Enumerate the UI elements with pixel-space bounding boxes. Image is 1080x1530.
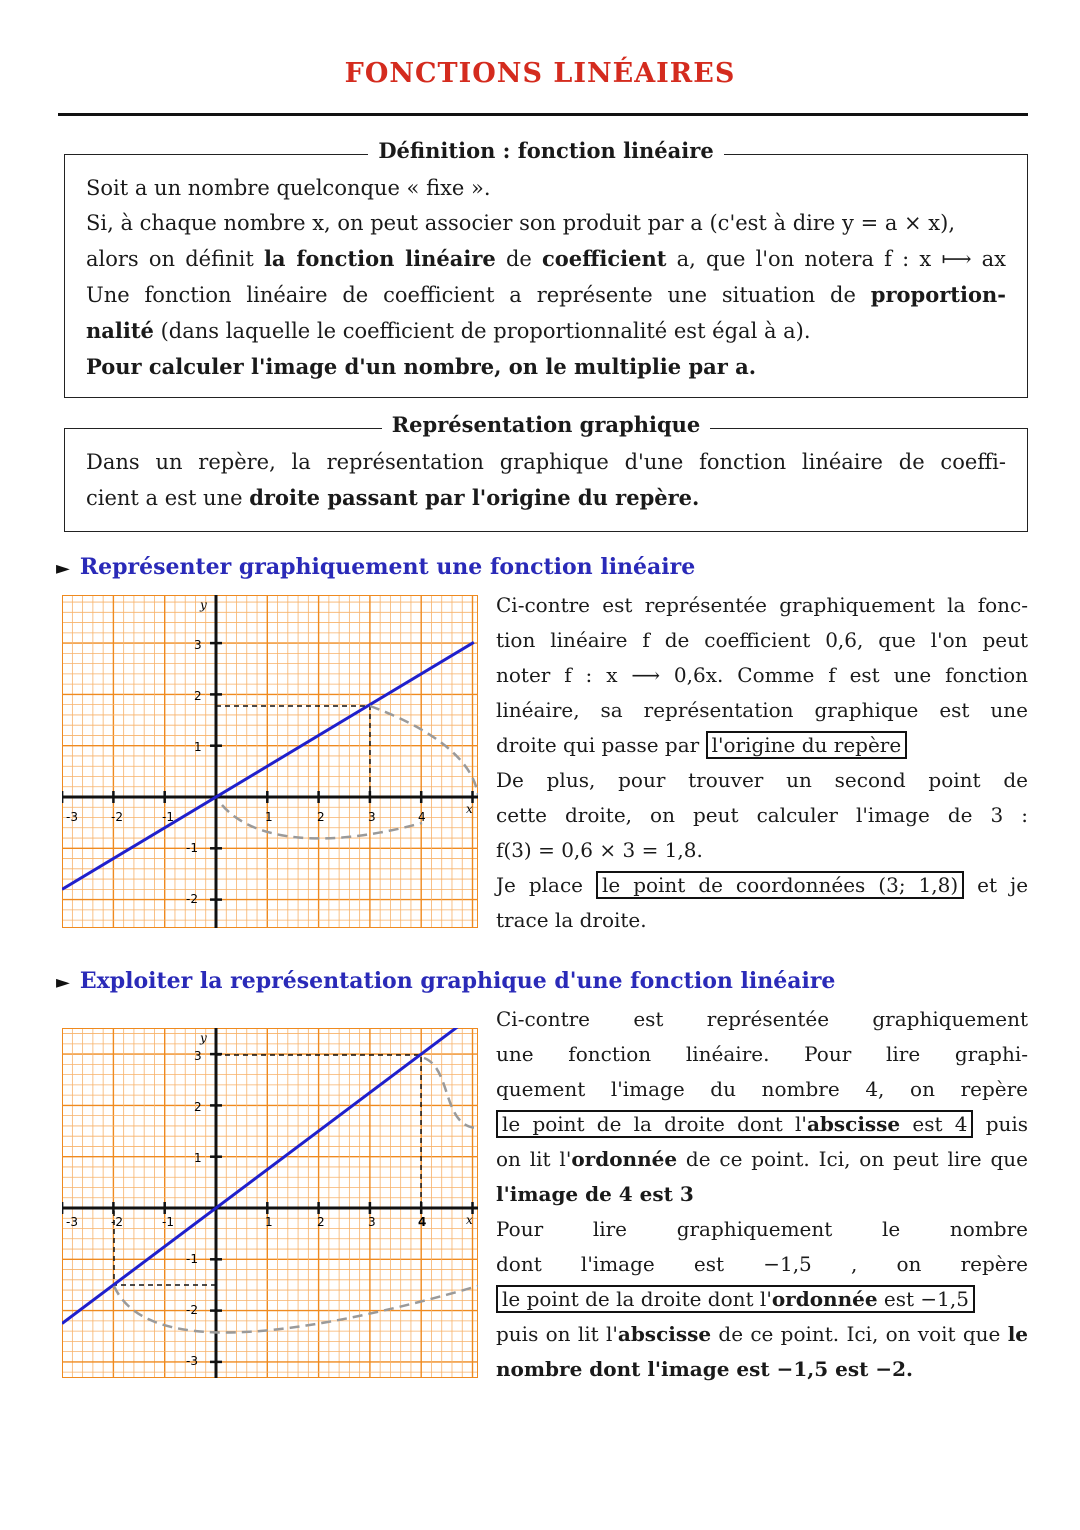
graph-2-curved-arrow-top bbox=[424, 1058, 478, 1128]
section-2-line-1: Ci-contre est représentée graphiquement bbox=[496, 1007, 1028, 1031]
ordinate-callout-b: est −1,5 bbox=[883, 1287, 969, 1311]
graph-1-y-axis-label: y bbox=[200, 598, 207, 612]
graph-1-y-tick-label: 2 bbox=[194, 689, 202, 703]
definition-heading: Définition : fonction linéaire bbox=[368, 138, 723, 163]
definition-body bbox=[86, 171, 1006, 385]
graph-2-y-tick-label: -3 bbox=[186, 1354, 198, 1368]
section-1-line-9-b: et je bbox=[977, 873, 1029, 897]
section-2-line-5-b: de ce point. Ici, on peut lire que bbox=[685, 1147, 1028, 1171]
graph-2-y-tick-label: -1 bbox=[186, 1252, 198, 1266]
graph-2-curved-arrow-bottom bbox=[114, 1286, 478, 1333]
graph-2-x-tick-label: -2 bbox=[111, 1215, 123, 1229]
grid-border bbox=[63, 1029, 478, 1378]
section-2-line-8: dont l'image est −1,5 , on repère bbox=[496, 1252, 1028, 1276]
definition-line-4-a: Une fonction linéaire de coefficient a représente une situation de bbox=[86, 283, 856, 307]
section-2-line-10-c: le bbox=[1007, 1322, 1029, 1346]
title-rule bbox=[58, 113, 1028, 116]
page-title: FONCTIONS LINÉAIRES bbox=[344, 58, 736, 89]
definition-line-3-c: a, que l'on notera f : x ⟼ ax bbox=[676, 247, 1006, 271]
graph-1-y-tick-label: 3 bbox=[194, 638, 202, 652]
representation-heading-wrap bbox=[65, 412, 1027, 437]
definition-line-3 bbox=[86, 241, 1006, 277]
abscissa-callout-b: est 4 bbox=[912, 1112, 968, 1136]
definition-line-4 bbox=[86, 277, 1006, 313]
section-1-line-7: cette droite, on peut calculer l'image de 3 : bbox=[496, 803, 1028, 827]
graph-2-y-tick-label: 2 bbox=[194, 1100, 202, 1114]
ordinate-term: ordonnée bbox=[571, 1147, 678, 1171]
origin-callout: l'origine du repère bbox=[706, 731, 908, 759]
definition-line-1: Soit a un nombre quelconque « fixe ». bbox=[86, 176, 491, 200]
triangle-bullet-icon: ► bbox=[56, 558, 70, 579]
section-1-line-9-a: Je place bbox=[496, 873, 583, 897]
section-1-line-4: linéaire, sa représentation graphique est une bbox=[496, 698, 1028, 722]
section-2-line-11 bbox=[496, 1352, 1028, 1387]
representation-box bbox=[64, 412, 1028, 532]
graph-1-x-tick-label: 3 bbox=[368, 810, 376, 824]
section-2-line-4-b: puis bbox=[985, 1112, 1029, 1136]
definition-line-5 bbox=[86, 313, 1006, 349]
representation-line-1: Dans un repère, la représentation graphique d'une fonction linéaire de coeffi- bbox=[86, 450, 1006, 474]
graph-2-x-tick-label: -1 bbox=[162, 1215, 174, 1229]
graph-1-x-axis-label: x bbox=[466, 802, 473, 816]
ordinate-callout bbox=[496, 1285, 975, 1313]
graph-2-x-tick-label: 1 bbox=[265, 1215, 273, 1229]
section-1-heading-row bbox=[56, 554, 695, 580]
triangle-bullet-icon: ► bbox=[56, 972, 70, 993]
section-2-line-7: Pour lire graphiquement le nombre bbox=[496, 1217, 1028, 1241]
representation-line-2 bbox=[86, 480, 1006, 516]
abscissa-term-2: abscisse bbox=[617, 1322, 712, 1346]
section-1-line-3: noter f : x ⟶ 0,6x. Comme f est une fonction bbox=[496, 663, 1028, 687]
graph-1 bbox=[62, 595, 478, 928]
section-1-line-6: De plus, pour trouver un second point de bbox=[496, 768, 1028, 792]
grid-border bbox=[63, 596, 478, 928]
graph-2-y-axis-label: y bbox=[200, 1031, 207, 1045]
ordinate-callout-a: le point de la droite dont l' bbox=[502, 1287, 772, 1311]
abscissa-callout bbox=[496, 1110, 973, 1138]
section-1-heading: Représenter graphiquement une fonction linéaire bbox=[79, 554, 696, 580]
section-2-text bbox=[496, 1002, 1028, 1387]
section-2-line-5 bbox=[496, 1142, 1028, 1177]
section-2-heading-row bbox=[56, 968, 835, 994]
graph-2-grid bbox=[62, 1028, 478, 1378]
definition-line-3-b: de bbox=[505, 247, 532, 271]
preimage-result: nombre dont l'image est −1,5 est −2. bbox=[496, 1357, 913, 1381]
graph-2-x-tick-label: 2 bbox=[317, 1215, 325, 1229]
section-1-line-9 bbox=[496, 868, 1028, 903]
definition-box bbox=[64, 138, 1028, 398]
section-1-line-2: tion linéaire f de coefficient 0,6, que l'on peut bbox=[496, 628, 1028, 652]
definition-line-6 bbox=[86, 349, 1006, 385]
section-1-line-8: f(3) = 0,6 × 3 = 1,8. bbox=[496, 838, 703, 862]
graph-1-y-tick-label: -1 bbox=[186, 841, 198, 855]
graph-2-y-tick-label: 1 bbox=[194, 1151, 202, 1165]
abscissa-term: abscisse bbox=[806, 1112, 901, 1136]
section-2-line-10-b: de ce point. Ici, on voit que bbox=[718, 1322, 1001, 1346]
section-1-line-10: trace la droite. bbox=[496, 908, 647, 932]
graph-2 bbox=[62, 1028, 478, 1378]
definition-heading-wrap bbox=[65, 138, 1027, 163]
section-1-line-5 bbox=[496, 728, 1028, 763]
definition-term-linear-function: la fonction linéaire bbox=[263, 246, 496, 271]
section-2-line-4 bbox=[496, 1107, 1028, 1142]
definition-line-2: Si, à chaque nombre x, on peut associer son produit par a (c'est à dire y = a × x), bbox=[86, 211, 956, 235]
section-2-line-6 bbox=[496, 1177, 1028, 1212]
representation-key-fact: droite passant par l'origine du repère. bbox=[249, 485, 700, 510]
abscissa-callout-a: le point de la droite dont l' bbox=[502, 1112, 807, 1136]
graph-2-x-tick-label: -3 bbox=[66, 1215, 78, 1229]
graph-2-x-axis-label: x bbox=[466, 1213, 473, 1227]
section-1-line-1: Ci-contre est représentée graphiquement la fonc- bbox=[496, 593, 1028, 617]
image-of-4-result: l'image de 4 est 3 bbox=[496, 1182, 694, 1206]
graph-1-grid bbox=[62, 595, 478, 928]
section-1-line-5-a: droite qui passe par bbox=[496, 733, 700, 757]
definition-term-nalite: nalité bbox=[86, 318, 154, 343]
definition-rule: Pour calculer l'image d'un nombre, on le multiplie par a. bbox=[86, 354, 757, 379]
section-2-line-9 bbox=[496, 1282, 1028, 1317]
section-2-line-5-a: on lit l' bbox=[496, 1147, 572, 1171]
section-2-line-10 bbox=[496, 1317, 1028, 1352]
definition-term-coefficient: coefficient bbox=[542, 246, 667, 271]
section-2-heading: Exploiter la représentation graphique d'une fonction linéaire bbox=[79, 968, 836, 994]
graph-1-y-tick-label: 1 bbox=[194, 740, 202, 754]
ordinate-callout-term: ordonnée bbox=[771, 1287, 878, 1311]
point-callout: le point de coordonnées (3; 1,8) bbox=[596, 871, 964, 899]
graph-1-curved-arrow bbox=[370, 706, 478, 795]
section-1-text bbox=[496, 588, 1028, 938]
definition-line-3-a: alors on définit bbox=[86, 247, 254, 271]
graph-1-x-tick-label: 1 bbox=[265, 810, 273, 824]
graph-2-x-tick-label: 4 bbox=[418, 1215, 427, 1229]
representation-body bbox=[86, 445, 1006, 516]
section-2-line-10-a: puis on lit l' bbox=[496, 1322, 618, 1346]
graph-1-x-tick-label: -2 bbox=[111, 810, 123, 824]
section-2-line-2: une fonction linéaire. Pour lire graphi- bbox=[496, 1042, 1028, 1066]
representation-line-2-a: cient a est une bbox=[86, 486, 243, 510]
graph-2-y-tick-label: -2 bbox=[186, 1303, 198, 1317]
graph-1-x-tick-label: 4 bbox=[418, 810, 426, 824]
graph-1-y-tick-label: -2 bbox=[186, 892, 198, 906]
representation-heading: Représentation graphique bbox=[382, 412, 711, 437]
graph-1-x-tick-label: 2 bbox=[317, 810, 325, 824]
definition-line-5-a: (dans laquelle le coefficient de proportionnalité est égal à a). bbox=[160, 319, 811, 343]
graph-1-x-tick-label: -3 bbox=[66, 810, 78, 824]
graph-2-y-tick-label: 3 bbox=[194, 1049, 202, 1063]
section-2-line-3: quement l'image du nombre 4, on repère bbox=[496, 1077, 1028, 1101]
definition-term-proportion: proportion- bbox=[870, 282, 1006, 307]
graph-1-x-tick-label: -1 bbox=[162, 810, 174, 824]
graph-2-x-tick-label: 3 bbox=[368, 1215, 376, 1229]
